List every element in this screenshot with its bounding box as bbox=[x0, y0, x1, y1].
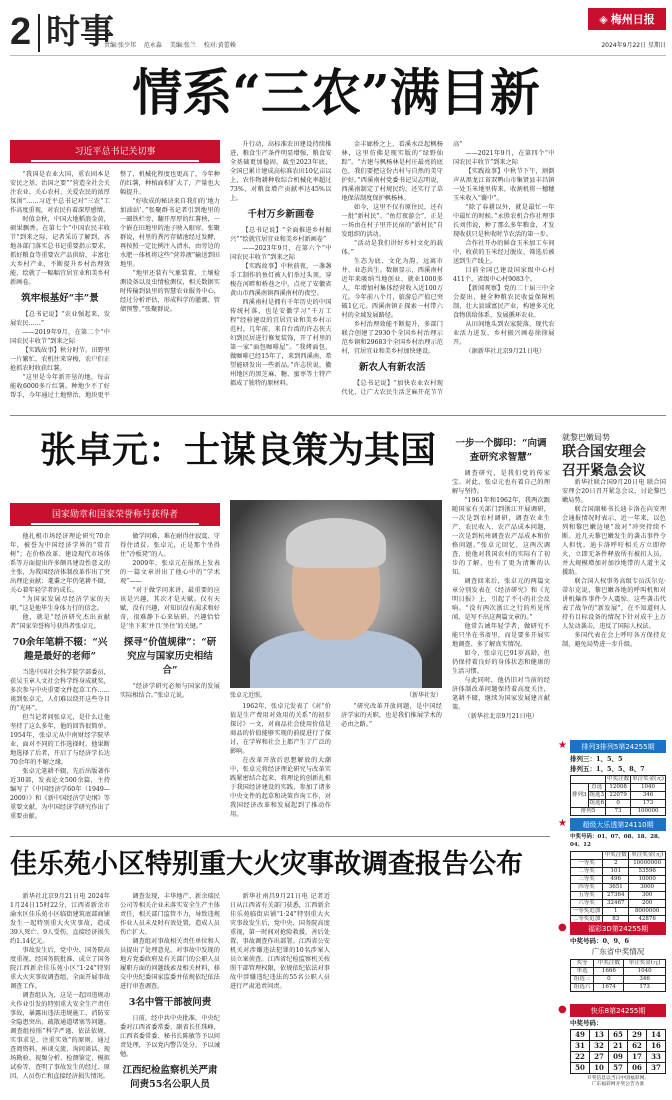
paragraph: “对于做学问来讲，最重要的应该是兴趣，其次才是天赋。仅有天赋，没有兴趣，对知识没有渴求和好奇，很难静下心来钻研。兴趣恰恰是‘坐下来’并且‘坐住’的关键。” bbox=[120, 587, 220, 630]
table-cell: 53596 bbox=[629, 868, 666, 876]
table-cell: 73 bbox=[606, 808, 631, 816]
paragraph: “活动是我们讲好乡村文化的载体。” bbox=[341, 240, 443, 256]
table-cell: 组选3 bbox=[589, 792, 605, 798]
fc3d-subtitle: 广东省中奖情况 bbox=[591, 947, 645, 956]
paragraph: 【实践故事】中秋节下午，割倒声从黑龙江省双鸭山市集贤县丰昌镇一处玉米地里传来，收割机将一穗穗玉米收入“囊中”。 bbox=[453, 168, 555, 202]
table-cell: 中奖注数 bbox=[594, 960, 624, 968]
paragraph: “地里还装有气象装置、土壤检测设备以及虫情检测仪，相关数据实时传输到县里的智慧农业服务中心，经过分析评估，形成科学的灌溉、管储预警。”张聚群说。 bbox=[120, 270, 220, 313]
pl5-numbers: 排列五：1、5、5、8、7 bbox=[570, 765, 645, 773]
section-divider bbox=[10, 836, 550, 837]
fc3d-title-bar bbox=[558, 922, 666, 935]
photo-credit: （新华社发） bbox=[405, 692, 442, 699]
paragraph: “1961年和1962年，我两次跟随国家有关部门到浙江开展调研，一次是到农村调研，调查农业生产、农民收入、农产品成本问题，一次是到杭州调查农产品成本和价格问题。”张卓元回忆，这两次调查，使他对我国农村的实际有了初步的了解，也有了更为清晰的认知。 bbox=[452, 497, 550, 576]
table-cell: 101 bbox=[603, 868, 629, 876]
paragraph: 新华社联合国9月20日电 联合国安理会20日召开紧急会议，讨论黎巴嫩局势。 bbox=[562, 479, 666, 504]
table-cell: 06 bbox=[628, 1063, 647, 1074]
paragraph: 在改革开放后思想解放的大潮中，张卓元将经济理论研究与改革实践紧密结合起来，将理论的创新扎根于我国经济建设的实践，参加了诸多中央文件的起草和决策咨询工作，对我国经济改革和发展起到了推动作用。 bbox=[230, 757, 331, 818]
table-cell: 13 bbox=[590, 1030, 609, 1041]
paragraph: 【实践故事】秋分时节，田野里一片繁忙，农机往来穿梭，农户们正抢抓农时收获红薯。 bbox=[10, 347, 110, 372]
paragraph: “除了春耕以外，就是最忙一年中最忙的时候。”永胜农机合作社理事长刘伟说，种了那么多年粮食，才发现收获只是秋收时节农活的第一步。 bbox=[453, 204, 555, 238]
table-row bbox=[571, 968, 666, 976]
un-title-line1: 联合国安理会 bbox=[562, 444, 646, 460]
star-icon: ★ bbox=[558, 740, 567, 751]
subheading: 70余年笔耕不辍：“兴趣是最好的老师” bbox=[12, 637, 108, 662]
number-row bbox=[571, 1063, 666, 1074]
paragraph: “这里是今年新开垦的地，每亩能收6000多斤红薯。种地少不了好帮手，今年通过土地整治，地块更平整了，机械化程度也更高了，今年种的红薯，种植面积扩大了，产量也大幅提升。 bbox=[10, 171, 220, 399]
table-header-row bbox=[571, 852, 666, 860]
un-article-body bbox=[562, 478, 666, 734]
page-number: 2 bbox=[10, 11, 32, 53]
subheading: 探寻“价值规律”：“研究应与国家历史相结合” bbox=[123, 637, 217, 676]
paragraph: 如今，这里不仅有原住民，还有一批“新村民”。“鱼灯夜游会”，正是一场由在村子里开民宿的“新村民”自发组织的活动。 bbox=[341, 204, 443, 238]
table-cell: 173 bbox=[631, 800, 666, 808]
paragraph: （据新华社北京9月21日电） bbox=[465, 348, 546, 355]
paragraph: 【总书记说】“加快农业农村现代化，让广大农民生活芝麻开花节节高” bbox=[341, 141, 463, 396]
paragraph: 从田间地头到农家院落，现代农业活力迸发，乡村振兴画卷徐徐展开。 bbox=[453, 321, 555, 346]
fc3d-prize-table bbox=[570, 959, 666, 992]
table-row bbox=[571, 808, 666, 816]
table-row bbox=[571, 984, 666, 992]
paragraph: “经济学研究必须与国家的发展实际相结合。”张卓元说。 bbox=[120, 683, 220, 699]
paragraph: 他，就是“经济研究杰出贡献者”国家荣誉称号获得者张卓元。 bbox=[10, 614, 110, 630]
table-cell: 17 bbox=[628, 1052, 647, 1063]
table-cell: 31 bbox=[571, 1041, 590, 1052]
lottery-dlt bbox=[558, 818, 666, 924]
table-cell: 27 bbox=[590, 1052, 609, 1063]
paragraph: 合作社开办的鲜食玉米加工车间中，收获的玉米经过脱皮、筛选后被送到生产线上。 bbox=[453, 240, 555, 265]
paragraph: 与此同时，他仍旧对当前的经济体制改革问题保持着高度关注，笔耕不辍，继续为国家发展建言献策。 bbox=[452, 677, 550, 711]
table-cell: 三等奖 bbox=[571, 876, 603, 884]
paragraph: “我国是农业大国，重农固本是安民之基、治国之要”“营造全社会关注农业、关心农村、关爱农民的浓厚氛围”……习近平总书记对“三农”工作高度重视，对农民有着深厚感情。 bbox=[10, 171, 110, 214]
photo-caption bbox=[230, 690, 442, 699]
kl8-note bbox=[570, 1076, 666, 1088]
kl8-number-grid bbox=[570, 1029, 666, 1074]
star-icon: ★ bbox=[558, 818, 567, 829]
paragraph: 升行动，高标准农田建设持续推进，粮食生产条件明显增强，粮食安全基础更加稳固。截至2023年底，全国已累计建成高标准农田10亿亩以上，农作物耕种收综合机械化率超过73%，对粮食增产贡献率达45%以上。 bbox=[230, 141, 332, 202]
paragraph: “研究改革开放问题，是中国经济学家的天职，也是我们推展学术的必由之路。” bbox=[341, 703, 442, 728]
table-cell: 10 bbox=[590, 1063, 609, 1074]
subheading: 新农人有新农活 bbox=[358, 362, 426, 373]
paragraph: 乡村治理效能不断提升，多部门联合创建了2930个全国乡村治理示范乡镇和29683个全国乡村治理示范村，宜居宜业和美乡村加快建设。 bbox=[341, 321, 443, 355]
table-cell: 50 bbox=[571, 1063, 590, 1074]
paragraph: “为国家发展尽经济学家的天职，”这是他毕生身体力行的信念。 bbox=[10, 596, 110, 612]
logo-emblem-icon: ◈ bbox=[599, 12, 608, 26]
table-cell: 09 bbox=[609, 1052, 628, 1063]
table-cell: 2 bbox=[603, 860, 629, 868]
paragraph: 生态为底、文化为韵，远离市井、业态共生。数据显示，西溪南村近年来吸纳当地创业、就业1000多人，年增加村集体经营收入近100万元。今年前八个月，旅游总产值已突破1亿元。西溪南镇正探索一村带六村的全域发展路径。 bbox=[341, 258, 443, 319]
table-cell: 0 bbox=[594, 976, 624, 984]
table-cell: 49 bbox=[571, 1030, 590, 1041]
dlt-prize-table bbox=[570, 851, 666, 924]
table-cell: 22079 bbox=[606, 792, 631, 800]
table-cell: 一等奖追加 bbox=[571, 908, 603, 916]
series-box bbox=[10, 503, 220, 526]
paragraph: 时值金秋，中国大地稻浪金黄，硕果飘香。在第七个“中国农民丰收节”到来之际，记者采访了解到，各地各部门落实总书记重要指示要求，抓好粮食等重要农产品供给，丰富壮大乡村产业，不断提升乡村治理效能，绘就了一幅幅宜居宜业和美乡村新画卷。 bbox=[10, 216, 110, 286]
paragraph: 如今，张卓元已91岁高龄，但仍保持着良好的身体状态和健康的生活习惯。 bbox=[452, 650, 550, 675]
paragraph: 【实践故事】中秋前夜，一盏盏手工制作的鱼灯被人们举过头顶，穿梭在河畔和桥巷之中，点亮了安徽省黄山市西溪南镇西溪南村的夜空。 bbox=[230, 263, 332, 297]
pl-title: 排列3排列5第24255期 bbox=[581, 742, 655, 751]
pl-prize-table bbox=[570, 775, 666, 816]
lottery-kl8 bbox=[558, 1004, 666, 1088]
table-cell: 3651 bbox=[603, 884, 629, 892]
paragraph: （新华社北京9月21日电） bbox=[464, 713, 539, 720]
paragraph: 但当记者问张卓元，是什么让他坚持了这么多年，他的回答很简单。1954年，张卓元从中南财经学院毕业，面对不同的工作选择时，他果断地选择了后者，开启了与经济学长达70余年的不解之缘。 bbox=[10, 714, 110, 766]
series-box-bar bbox=[31, 160, 199, 162]
table-cell: 42876 bbox=[629, 916, 666, 924]
paragraph: 多国代表在会上呼吁各方保持克制，避免局势进一步升级。 bbox=[562, 632, 666, 648]
table-cell: 单注奖金(元) bbox=[629, 852, 666, 860]
welfare-lottery-icon: ● bbox=[558, 1004, 567, 1015]
fc3d-title: 福彩3D第24255期 bbox=[587, 924, 649, 933]
paragraph: ——2023年9月，在第六个“中国农民丰收节”到来之际 bbox=[230, 245, 332, 261]
un-title-line2: 召开紧急会议 bbox=[562, 463, 646, 479]
paragraph: 他常告诫年轻学者，做研究不能只坐在书斋里，而是要多开展实地调查、多了解真实情况。 bbox=[452, 623, 550, 648]
paragraph: 张卓元笔耕不辍，先后出版著作近30部，发表论文500余篇，主持编写了《中国经济学60年（1949—2009）》和《新中国经济学史纲》等重要文献，为中国经济学研究作出了重要贡献。 bbox=[10, 768, 110, 820]
table-cell: 五等奖 bbox=[571, 892, 603, 900]
table-cell: 单注奖金(元) bbox=[624, 960, 666, 968]
table-cell: 直选 bbox=[588, 784, 606, 792]
table-cell: 1666 bbox=[594, 968, 624, 976]
article2-middle-body bbox=[230, 702, 442, 832]
table-cell: 奖等 bbox=[571, 960, 594, 968]
subheading: 一步一个脚印：“向调查研究求智慧” bbox=[455, 438, 547, 463]
paragraph: ——2019年9月，在第二个“中国农民丰收节”到来之际 bbox=[10, 329, 110, 345]
table-cell: 单选 bbox=[571, 968, 594, 976]
paragraph: 做学问难，难在耐得住寂寞、守得住清贫。张卓元，正是那个坐得住“冷板凳”的人。 bbox=[120, 533, 220, 558]
subheading: 3名中管干部被问责 bbox=[128, 997, 212, 1008]
paragraph: 2009年，张卓元在报纸上发表的一篇文章讲出了他心中的“学术观”—— bbox=[120, 560, 220, 585]
pl-title-bar bbox=[558, 740, 666, 753]
paragraph: 新华社南昌9月21日电 记者近日从江西省有关部门获悉，江西新余佳乐苑临街店铺“1·24”特别重大火灾事故发生后，党中央、国务院高度重视，第一时间对抢险救援、善后处置、事故调查作出部署。江西省公安机关对涉嫌违法犯罪的10名涉案人员立案侦查。江西省纪检监察机关按照干部管理权限，依规依纪依法对事故中涉嫌违纪违法的55名公职人员进行严肃追责问责。 bbox=[230, 893, 330, 990]
subheading: 江西纪检监察机关严肃问责55名公职人员 bbox=[122, 1065, 218, 1090]
table-header-row bbox=[571, 960, 666, 968]
table-row bbox=[571, 976, 666, 984]
table-cell: 200 bbox=[629, 900, 666, 908]
table-cell: 346 bbox=[624, 976, 666, 984]
paragraph: 调查回来后，张卓元的两篇文章分别发表在《经济研究》和《光明日报》上，引起了不小的社会反响。“没有两次浙江之行的所见所闻，是写不出这两篇文章的。” bbox=[452, 578, 550, 621]
table-cell: 83 bbox=[603, 916, 629, 924]
article1-right-body bbox=[230, 140, 666, 405]
table-cell: 排列5 bbox=[571, 808, 606, 816]
table-cell: 中奖注数 bbox=[603, 852, 629, 860]
table-cell: 1040 bbox=[624, 968, 666, 976]
table-row bbox=[571, 860, 666, 868]
editor-credits: 责编:张少邦 范永淼 美编:张兰 校对:黄蕾赖 bbox=[104, 42, 236, 49]
table-row bbox=[571, 868, 666, 876]
article2-right-body bbox=[452, 432, 550, 832]
table-cell: 六等奖 bbox=[571, 900, 603, 908]
paragraph: 新华社北京9月21日电 2024年1月24日15时22分，江西省新余市渝水区佳乐苑小区临街建筑底部商铺发生一起特别重大火灾事故，造成39人死亡、9人受伤，直接经济损失约1.14亿元。 bbox=[10, 893, 110, 945]
number-row bbox=[571, 1041, 666, 1052]
pl3-numbers: 排列三：1、5、5 bbox=[570, 755, 623, 763]
headline-sannong: 情系“三农”满目新 bbox=[132, 63, 540, 122]
paragraph: 事故发生后，党中央、国务院高度重视。经国务院批准，成立了国务院江西新余佳乐苑小区“1·24”特别重大火灾事故调查组，全面开展事故调查工作。 bbox=[10, 947, 110, 990]
paragraph: 西溪南村是拥有千年历史的中国传统村落，也是安徽学习“千万工程”经验建设的宜居宜业和美乡村示范村。几年前，来自台湾的许志侠夫妇到民居进行修复装饰，开了村里的第一家“面包咖啡屋”。“我烤面包、做咖啡已经15年了，来到西溪南，希望能研发出一些新品。”许志侠说，徽州地区的黑芝麻、糖、蜜枣等土特产都成了独特的原材料。 bbox=[230, 299, 332, 387]
table-cell: 32467 bbox=[603, 900, 629, 908]
paragraph: 1962年，张卓元发表了《对“价值是生产费用对效用的关系”的初步探讨》一文，对商品社会使用价值是商品的价值能够实现的前提进行了探讨，在学界和社会上都产生了广泛的影响。 bbox=[230, 703, 331, 755]
paragraph: 【总书记说】“全面推进乡村振兴”“绘就宜居宜业和美乡村新画卷” bbox=[230, 227, 332, 243]
table-cell: 32 bbox=[590, 1041, 609, 1052]
table-cell: 57 bbox=[609, 1063, 628, 1074]
paragraph: 目前全国已建设国家级中心村411个、省级中心村9083个。 bbox=[453, 267, 555, 283]
table-cell: 14 bbox=[647, 1030, 666, 1041]
portrait-photo bbox=[230, 500, 442, 688]
number-row bbox=[571, 1052, 666, 1063]
paragraph: 联合国副秘书长迪卡洛在向安理会通报情况时表示，近一年来，以色列和黎巴嫩边境“敌对”冲突持续不断。近几天黎巴嫩发生的袭击事件令人担忧。迪卡洛呼吁相关方立即停火，立即无条件释放所有被扣人员，并大规模增加对加沙地带的人道主义援助。 bbox=[562, 506, 666, 576]
table-row bbox=[571, 892, 666, 900]
table-row bbox=[571, 784, 666, 792]
table-row bbox=[571, 884, 666, 892]
table-cell: 12008 bbox=[606, 784, 631, 792]
newspaper-logo bbox=[588, 8, 666, 30]
table-cell: 300 bbox=[629, 892, 666, 900]
table-row bbox=[571, 876, 666, 884]
paragraph: 金丰廊桥之上，看溪水泛起枫杨林，这里仿佛是现实版的“绿野仙踪”。“古建与枫杨林是村庄最亮的底色，我们要把这份古村与自然的美守护好。”西溪南村党委书记吴志明说，西溪南制定了村规民约，还实行了草地保洁制度保护枫杨林。 bbox=[341, 141, 443, 202]
table-row bbox=[571, 900, 666, 908]
table-cell: 0 bbox=[606, 800, 631, 808]
un-article-header bbox=[562, 432, 666, 481]
un-kicker: 就黎巴嫩局势 bbox=[562, 433, 610, 442]
table-cell: 62 bbox=[628, 1041, 647, 1052]
table-cell: 100000 bbox=[631, 808, 666, 816]
paragraph: 日前，经中共中央批准，中央纪委对江西省委常委、副省长任珠峰，江西省委常委、秘书长陈敏等予以问责处理，予以党内警告处分，予以诫勉。 bbox=[120, 1015, 220, 1058]
section-divider bbox=[10, 415, 666, 416]
paragraph: 调查发现，丰华地产、新余瑞民公司等相关企业未落实安全生产主体责任，相关部门监管不力，导致违规作业人员未及时有效处置，造成人员伤亡扩大。 bbox=[120, 893, 220, 936]
logo-text: 梅州日报 bbox=[610, 13, 655, 26]
dlt-numbers: 中奖号码：01、07、08、18、28、04、12 bbox=[570, 834, 664, 848]
table-header: 中奖注数 bbox=[607, 776, 630, 782]
lottery-fc3d bbox=[558, 922, 666, 992]
article2-left-body bbox=[10, 532, 220, 832]
table-cell: 16 bbox=[647, 1041, 666, 1052]
table-cell: 1040 bbox=[631, 784, 666, 792]
issue-date: 2024年9月22日 星期日 bbox=[601, 42, 666, 49]
paragraph: “好收成的秘诀来自我们的‘地力加油站’，”张聚群书记者引到地里的一圈铁栏旁，翻开厚厚的红薯秧，一个嵌在田地里的池子映入眼帘。张聚群说，村里的粪污存储池经过发酵，再按照一定比例注入清水，由旁边的水肥一体机将这些“营养液”输送到田地里。 bbox=[120, 198, 220, 268]
dlt-title: 超级大乐透第24110期 bbox=[582, 820, 654, 829]
paragraph: 当选中国社会科学院学部委员，获吴玉章人文社会科学终身成就奖，多次参与中央重要文件起草工作……谈到张卓元，人们难以绕开这些夺目的“光环”。 bbox=[10, 669, 110, 712]
note-line: 广东福彩网开奖公告为准 bbox=[591, 1082, 645, 1087]
table-cell: 496 bbox=[603, 876, 629, 884]
table-row bbox=[571, 908, 666, 916]
table-cell: 一等奖 bbox=[571, 860, 603, 868]
table-cell: 二等奖追加 bbox=[571, 916, 603, 924]
paragraph: 调查组对事故相关责任单位和人员提出了处理意见，对事故中发现的地方党委政府及有关部门的公职人员履职方面的问题线索及相关材料，移交中央纪委国家监委并依规依纪依法进行审查调查。 bbox=[120, 938, 220, 990]
article1-left-body bbox=[10, 170, 220, 405]
subheading: 筑牢根基好“丰”景 bbox=[21, 293, 99, 304]
paragraph: 调查研究，是我们党的传家宝。对此，张卓元也有着自己的理解与坚持。 bbox=[452, 470, 550, 495]
section-title: 时事 bbox=[46, 12, 114, 52]
kl8-title: 快乐8第24255期 bbox=[590, 1006, 646, 1015]
table-cell: 组选6 bbox=[589, 800, 605, 806]
paragraph: ——2021年9月，在第四个“中国农民丰收节”到来之际 bbox=[453, 150, 555, 166]
welfare-lottery-icon: ● bbox=[558, 922, 567, 933]
table-cell: 10000 bbox=[629, 876, 666, 884]
number-row bbox=[571, 1030, 666, 1041]
table-cell: 10000000 bbox=[629, 860, 666, 868]
masthead-rule bbox=[10, 55, 666, 56]
table-cell: 173 bbox=[624, 984, 666, 992]
series-box bbox=[10, 140, 220, 163]
table-cell: 3000 bbox=[629, 884, 666, 892]
table-cell: 1 bbox=[603, 908, 629, 916]
masthead-divider bbox=[38, 14, 40, 52]
dlt-title-bar bbox=[558, 818, 666, 831]
article3-body bbox=[10, 892, 550, 1097]
table-cell bbox=[571, 852, 603, 860]
paragraph: 他扎根市场经济理论研究70余年，被誉为中国经济学界的“常青树”；在价格改革、建设现代市场体系等方面提出许多颇具建设性意义的主张，为我国经济体制改革作出了突出理论贡献；耄耋之年仍笔耕不辍，关心着年轻学者的成长。 bbox=[10, 533, 110, 594]
fc3d-numbers: 中奖号码：0、9、6 bbox=[570, 937, 630, 945]
paragraph: 【总书记说】“农业强起来，发展农民……” bbox=[10, 311, 110, 327]
caption-text: 张卓元近照。 bbox=[230, 692, 267, 699]
series-box-bar bbox=[31, 523, 199, 525]
table-cell: 组选三 bbox=[571, 976, 594, 984]
kl8-title-bar bbox=[558, 1004, 666, 1017]
table-cell: 排列3 bbox=[571, 784, 589, 808]
table-cell: 1674 bbox=[594, 984, 624, 992]
table-cell: 27364 bbox=[603, 892, 629, 900]
table-cell: 29 bbox=[628, 1030, 647, 1041]
table-cell: 65 bbox=[609, 1030, 628, 1041]
headline-zhangzhuoyuan: 张卓元：士谋良策为其国 bbox=[40, 429, 437, 471]
kl8-numbers-label: 中奖号码： bbox=[570, 1019, 603, 1027]
table-header: 单注奖金(元) bbox=[632, 776, 664, 782]
series-box-label: 习近平总书记关切事 bbox=[74, 147, 156, 157]
subheading: 千村万乡新画卷 bbox=[247, 209, 314, 220]
table-cell: 22 bbox=[571, 1052, 590, 1063]
series-box-label: 国家勋章和国家荣誉称号获得者 bbox=[51, 510, 178, 520]
paragraph: 【新闻观察】党的二十届三中全会提出，健全种粮农民收益保障机制，壮大县域富民产业，构建多元化食物供给体系，发展循环农业。 bbox=[453, 285, 555, 319]
table-cell: 33 bbox=[647, 1052, 666, 1063]
table-cell: 组选六 bbox=[571, 984, 594, 992]
note-line: 开奖信息以当日中国福彩网、 bbox=[586, 1076, 650, 1081]
table-cell: 8000000 bbox=[629, 908, 666, 916]
headline-fire-report: 佳乐苑小区特别重大火灾事故调查报告公布 bbox=[10, 849, 523, 880]
paragraph: 调查组认为，这是一起因违规动火作业引发的特别重大安全生产责任事故，暴露出违法违规施工、消防安全隐患突出、疏散通道堵塞等问题。调查组按照“科学严谨、依法依规、实事求是、注重实效”的原则，通过查阅资料、座谈交流、询问谈话、现场勘验、视频分析、检测鉴定、模拟试验等，查明了事故发生的经过、原因、人员伤亡和直接经济损失情况。 bbox=[10, 992, 110, 1080]
lottery-pl bbox=[558, 740, 666, 816]
table-cell: 346 bbox=[631, 792, 666, 800]
paragraph: 联合国人权事务高级专员沃尔克·蒂尔克说，黎巴嫩各地的呼叫机和对讲机爆炸事件令人震惊。这些袭击代表了战争的“新发展”，在不知道何人持有目标设备的情况下针对成千上万人发动袭击，违反了国际人权法。 bbox=[562, 578, 666, 630]
table-cell: 37 bbox=[647, 1063, 666, 1074]
table-cell: 二等奖 bbox=[571, 868, 603, 876]
table-cell: 21 bbox=[609, 1041, 628, 1052]
table-cell: 四等奖 bbox=[571, 884, 603, 892]
